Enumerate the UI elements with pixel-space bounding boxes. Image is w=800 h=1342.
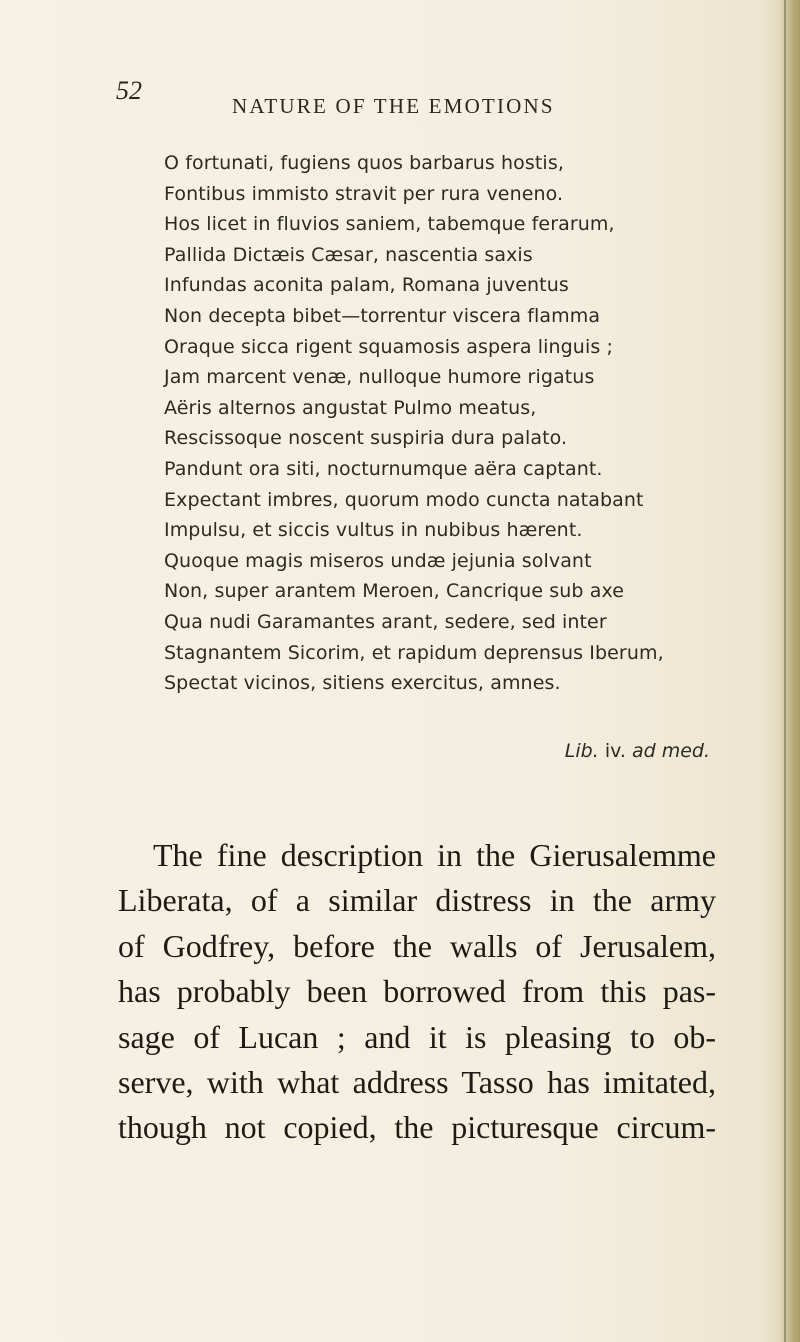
verse-line: Non decepta bibet—torrentur viscera flamma [164, 304, 601, 327]
running-head: NATURE OF THE EMOTIONS [232, 94, 555, 118]
verse-line: Non, super arantem Meroen, Cancrique sub axe [164, 580, 624, 603]
paragraph-line: though not copied, the picturesque circum- [118, 1109, 716, 1146]
citation-lib: Lib. [564, 740, 599, 762]
verse-line: Pandunt ora siti, nocturnumque aëra captant. [164, 457, 603, 480]
verse-line: Jam marcent venæ, nulloque humore rigatus [164, 366, 595, 389]
verse-line: Infundas aconita palam, Romana juventus [164, 274, 569, 297]
verse-line: Quoque magis miseros undæ jejunia solvant [164, 549, 592, 572]
paragraph-line: sage of Lucan ; and it is pleasing to ob- [118, 1018, 716, 1055]
paragraph-line: has probably been borrowed from this pas- [118, 973, 716, 1010]
citation-book: iv. [604, 740, 626, 762]
verse-line: Stagnantem Sicorim, et rapidum deprensus Iberum, [164, 641, 664, 664]
verse-line: Oraque sicca rigent squamosis aspera linguis ; [164, 335, 613, 358]
verse-line: Rescissoque noscent suspiria dura palato. [164, 427, 568, 450]
verse-line: O fortunati, fugiens quos barbarus hostis, [164, 152, 564, 174]
verse-line: Impulsu, et siccis vultus in nubibus hærent. [164, 519, 583, 542]
verse-line: Spectat vicinos, sitiens exercitus, amnes. [164, 672, 561, 695]
citation-ref: ad med. [631, 740, 710, 762]
page-number: 52 [116, 76, 142, 105]
page-header [0, 76, 800, 126]
paragraph-line: The fine description in the Gierusalemme [153, 837, 716, 873]
verse-line: Expectant imbres, quorum modo cuncta natabant [164, 488, 644, 511]
verse-line: Hos licet in fluvios saniem, tabemque ferarum, [164, 213, 615, 236]
verse-line: Qua nudi Garamantes arant, sedere, sed inter [164, 610, 607, 633]
verse-line: Fontibus immisto stravit per rura veneno. [164, 182, 564, 205]
body-paragraph [118, 833, 716, 1151]
latin-verse-quotation [164, 148, 764, 699]
paragraph-line: of Godfrey, before the walls of Jerusalem, [118, 927, 716, 964]
verse-line: Pallida Dictæis Cæsar, nascentia saxis [164, 243, 533, 266]
verse-line: Aëris alternos angustat Pulmo meatus, [164, 396, 537, 419]
page-edge [778, 0, 800, 1342]
paragraph-line: serve, with what address Tasso has imitated, [118, 1063, 716, 1100]
source-citation [0, 740, 710, 762]
paragraph-line: Liberata, of a similar distress in the army [118, 882, 716, 919]
page-edge-shadow [784, 0, 786, 1342]
